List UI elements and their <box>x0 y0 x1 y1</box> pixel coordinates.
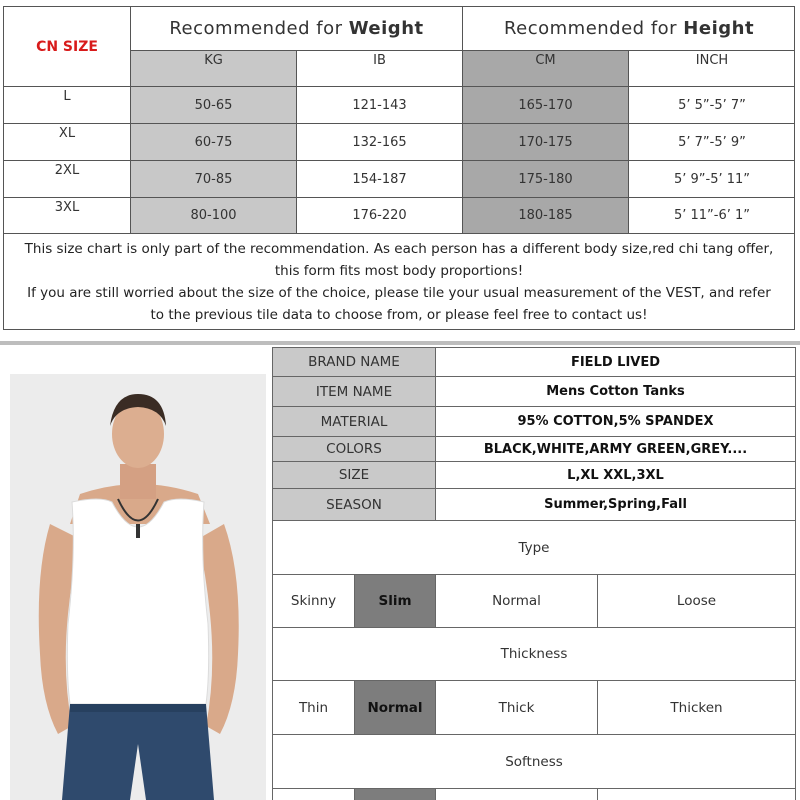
model-illustration <box>10 374 266 800</box>
note-line-1: This size chart is only part of the recommendation. As each person has a different body size,red chi tang offer, <box>24 241 774 257</box>
cn-size-header: CN SIZE <box>4 7 131 87</box>
softness-option-cell <box>272 788 355 800</box>
kg-cell: 70-85 <box>131 161 297 198</box>
spec-value: Summer,Spring,Fall <box>435 488 796 521</box>
spec-value: L,XL XXL,3XL <box>435 461 796 489</box>
cm-cell: 180-185 <box>463 198 629 234</box>
note-line-4: to the previous tile data to choose from, or please feel free to contact us! <box>150 307 648 323</box>
weight-group-prefix: Recommended for <box>169 18 349 39</box>
col-kg: KG <box>131 51 297 87</box>
thickness-option-thicken: Thicken <box>597 680 796 735</box>
cm-cell: 175-180 <box>463 161 629 198</box>
inch-cell: 5’ 7”-5’ 9” <box>629 124 795 161</box>
weight-group-bold: Weight <box>348 18 424 39</box>
softness-option-cell <box>435 788 598 800</box>
size-cell: 2XL <box>4 161 131 198</box>
col-lb: IB <box>297 51 463 87</box>
height-group-header <box>463 7 795 51</box>
softness-title: Softness <box>272 734 796 789</box>
type-option-skinny: Skinny <box>272 574 355 628</box>
size-chart <box>3 6 795 330</box>
col-cm: CM <box>463 51 629 87</box>
spec-value: Mens Cotton Tanks <box>435 376 796 407</box>
softness-option-cell <box>597 788 796 800</box>
thickness-option-thin: Thin <box>272 680 355 735</box>
spec-value: BLACK,WHITE,ARMY GREEN,GREY.... <box>435 436 796 462</box>
lb-cell: 154-187 <box>297 161 463 198</box>
spec-label: COLORS <box>272 436 436 462</box>
kg-cell: 60-75 <box>131 124 297 161</box>
spec-label: ITEM NAME <box>272 376 436 407</box>
lb-cell: 176-220 <box>297 198 463 234</box>
note-line-2: this form fits most body proportions! <box>274 263 524 279</box>
size-note <box>4 234 794 329</box>
kg-cell: 50-65 <box>131 87 297 124</box>
type-option-slim: Slim <box>354 574 436 628</box>
inch-cell: 5’ 11”-6’ 1” <box>629 198 795 234</box>
height-group-prefix: Recommended for <box>503 18 684 39</box>
lb-cell: 121-143 <box>297 87 463 124</box>
lb-cell: 132-165 <box>297 124 463 161</box>
size-cell: XL <box>4 124 131 161</box>
spec-value: FIELD LIVED <box>435 347 796 377</box>
inch-cell: 5’ 5”-5’ 7” <box>629 87 795 124</box>
softness-option-selected <box>354 788 436 800</box>
spec-label: SEASON <box>272 488 436 521</box>
spec-label: SIZE <box>272 461 436 489</box>
product-photo <box>10 374 266 800</box>
note-line-3: If you are still worried about the size of the choice, please tile your usual measurement of the VEST, and refer <box>27 285 771 301</box>
cm-cell: 170-175 <box>463 124 629 161</box>
size-cell: 3XL <box>4 198 131 234</box>
thickness-option-thick: Thick <box>435 680 598 735</box>
thickness-title: Thickness <box>272 627 796 681</box>
weight-group-header <box>131 7 463 51</box>
spec-label: BRAND NAME <box>272 347 436 377</box>
spec-label: MATERIAL <box>272 406 436 437</box>
thickness-option-normal: Normal <box>354 680 436 735</box>
inch-cell: 5’ 9”-5’ 11” <box>629 161 795 198</box>
spec-table <box>272 347 796 800</box>
height-group-bold: Height <box>683 18 755 39</box>
col-inch: INCH <box>629 51 795 87</box>
type-option-loose: Loose <box>597 574 796 628</box>
size-cell: L <box>4 87 131 124</box>
section-divider <box>0 341 800 345</box>
cm-cell: 165-170 <box>463 87 629 124</box>
kg-cell: 80-100 <box>131 198 297 234</box>
spec-value: 95% COTTON,5% SPANDEX <box>435 406 796 437</box>
type-title: Type <box>272 520 796 575</box>
type-option-normal: Normal <box>435 574 598 628</box>
